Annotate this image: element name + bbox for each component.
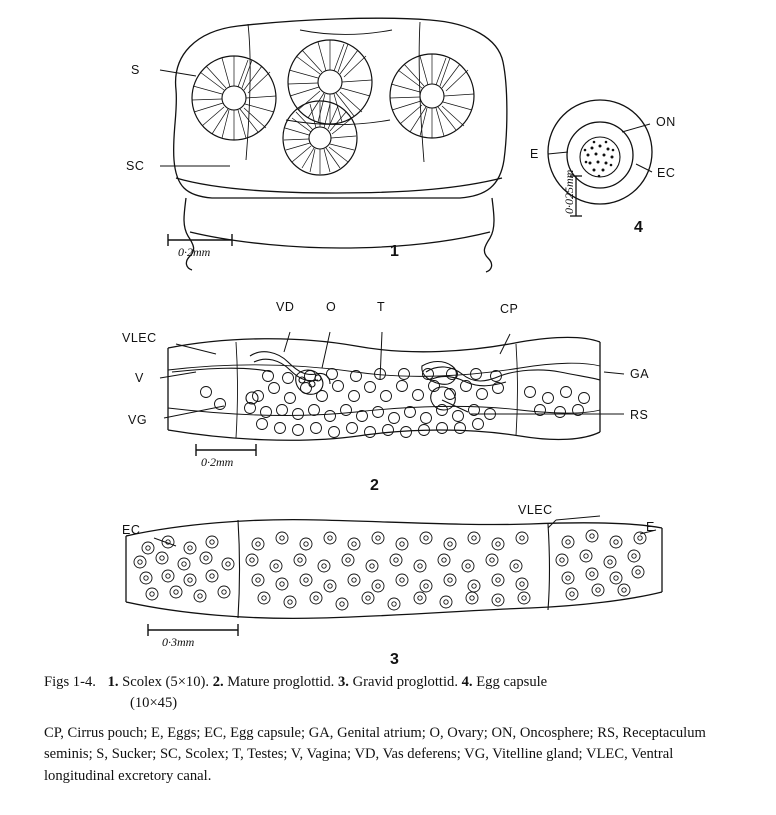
figure-1-number: 1	[390, 243, 399, 260]
label-on-fig4: ON	[656, 115, 676, 129]
figure-3-leaders	[154, 516, 656, 546]
caption-item-2	[213, 674, 335, 690]
figure-4-oncosphere-stipple	[584, 141, 615, 178]
label-rs-fig2: RS	[630, 408, 649, 422]
caption-item-2-text: Mature proglottid.	[227, 674, 335, 690]
scale-label-fig1: 0·2mm	[178, 245, 211, 259]
figure-4-number: 4	[634, 219, 643, 236]
label-e-fig4: E	[530, 147, 539, 161]
figure-caption	[0, 672, 776, 787]
caption-item-1-num: 1.	[107, 674, 119, 690]
figure-2-reproductive-organs	[172, 352, 600, 412]
figure-1-suckers	[192, 40, 474, 175]
caption-figs-head: Figs 1-4.	[44, 674, 96, 690]
label-e-fig3: E	[646, 520, 655, 534]
scale-label-fig2: 0·2mm	[201, 455, 234, 469]
figure-2-number: 2	[370, 477, 379, 494]
label-vd-fig2: VD	[276, 300, 295, 314]
label-cp-fig2: CP	[500, 302, 519, 316]
figure-2-testes	[201, 369, 590, 438]
figure-3-proglottid	[126, 520, 662, 619]
label-v-fig2: V	[135, 371, 144, 385]
caption-item-4-text: Egg capsule	[476, 674, 548, 690]
figure-1-scolex	[174, 18, 507, 272]
label-ec-fig3: EC	[122, 523, 141, 537]
figure-1-leaders	[160, 70, 230, 166]
label-s-fig1: S	[131, 63, 140, 77]
label-vlec-fig2: VLEC	[122, 331, 157, 345]
figure-2-proglottid	[168, 338, 600, 441]
label-ga-fig2: GA	[630, 367, 650, 381]
caption-main-line	[44, 672, 732, 693]
caption-item-3-text: Gravid proglottid.	[352, 674, 458, 690]
caption-item-4-num: 4.	[461, 674, 473, 690]
caption-item-3-num: 3.	[337, 674, 349, 690]
figure-3-egg-capsules	[134, 530, 646, 610]
figure-3-number: 3	[390, 651, 399, 668]
label-vlec-fig3: VLEC	[518, 503, 553, 517]
caption-abbreviations: CP, Cirrus pouch; E, Eggs; EC, Egg capsule; GA, Genital atrium; O, Ovary; ON, Oncosphere; RS, Receptaculum seminis; S, Sucker; SC, Scolex; T, Testes; V, Vagina; VD, Vas deferens; VG, Vitelline gland; VLEC, Ventral longitudinal excretory canal.	[44, 725, 706, 784]
caption-item-3	[338, 674, 458, 690]
label-t-fig2: T	[377, 300, 386, 314]
caption-item-1	[108, 674, 209, 690]
caption-item-2-num: 2.	[212, 674, 224, 690]
figure-2-leaders	[160, 332, 624, 418]
scale-label-fig3: 0·3mm	[162, 635, 195, 649]
label-o-fig2: O	[326, 300, 337, 314]
caption-item-4	[462, 674, 548, 690]
figure-4-leaders	[548, 124, 652, 172]
caption-second-line: (10×45)	[130, 695, 178, 712]
label-vg-fig2: VG	[128, 413, 148, 427]
label-sc-fig1: SC	[126, 159, 145, 173]
label-ec-fig4: EC	[657, 166, 676, 180]
scale-label-fig4: 0·025mm	[562, 169, 576, 214]
caption-item-1-text: Scolex (5×10).	[122, 674, 210, 690]
